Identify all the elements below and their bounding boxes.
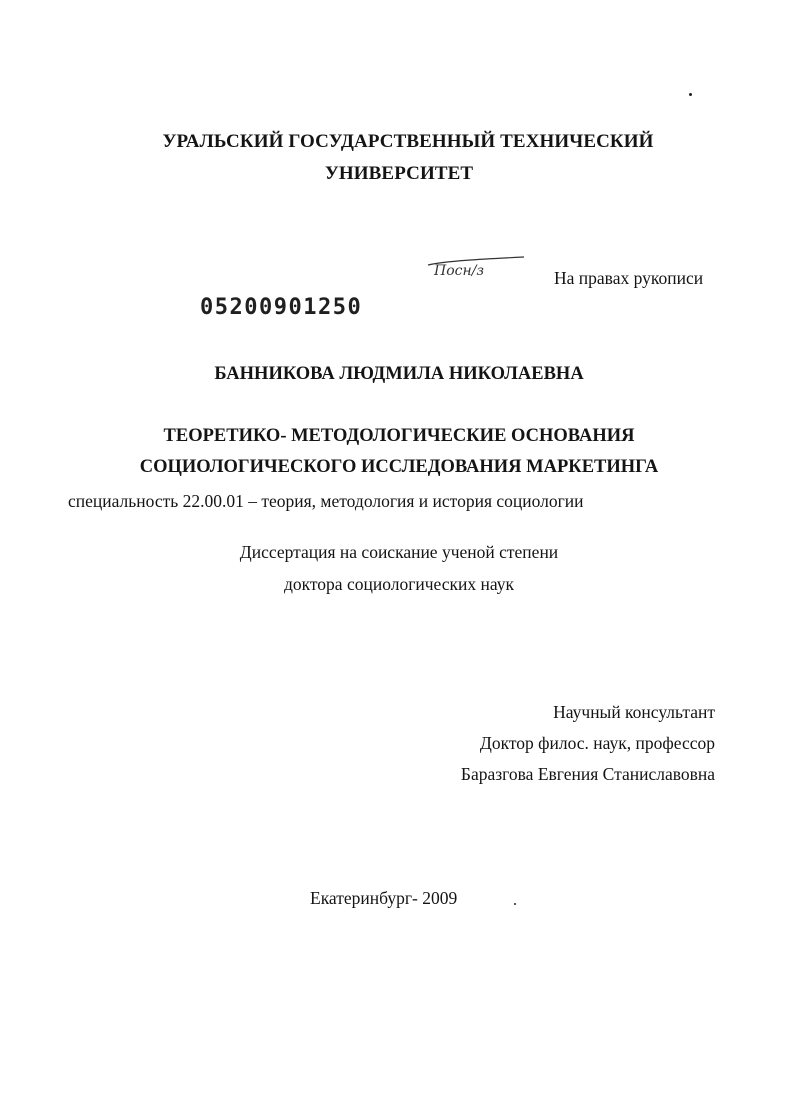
institution-line-1: УРАЛЬСКИЙ ГОСУДАРСТВЕННЫЙ ТЕХНИЧЕСКИЙ bbox=[162, 131, 654, 152]
dissertation-title-line-2: СОЦИОЛОГИЧЕСКОГО ИССЛЕДОВАНИЯ МАРКЕТИНГА bbox=[139, 457, 659, 477]
consultant-name: Баразгова Евгения Станиславовна bbox=[460, 764, 715, 784]
signature-text: Посн/з bbox=[434, 263, 485, 279]
handwritten-signature bbox=[424, 253, 528, 283]
degree-line-2: доктора социологических наук bbox=[283, 574, 515, 594]
scan-speck bbox=[689, 93, 692, 96]
institution-line-2: УНИВЕРСИТЕТ bbox=[324, 163, 474, 184]
specialty: специальность 22.00.01 – теория, методология и история социологии bbox=[68, 491, 584, 511]
scan-speck bbox=[514, 903, 516, 905]
author-name: БАННИКОВА ЛЮДМИЛА НИКОЛАЕВНА bbox=[214, 364, 584, 384]
consultant-title: Доктор филос. наук, профессор bbox=[479, 733, 715, 753]
consultant-role: Научный консультант bbox=[553, 702, 715, 722]
manuscript-note: На правах рукописи bbox=[554, 268, 704, 288]
degree-line-1: Диссертация на соискание ученой степени bbox=[239, 542, 559, 562]
city-year: Екатеринбург- 2009 bbox=[310, 888, 458, 908]
registration-number: 05200901250 bbox=[200, 295, 363, 320]
dissertation-title-line-1: ТЕОРЕТИКО- МЕТОДОЛОГИЧЕСКИЕ ОСНОВАНИЯ bbox=[163, 426, 635, 446]
